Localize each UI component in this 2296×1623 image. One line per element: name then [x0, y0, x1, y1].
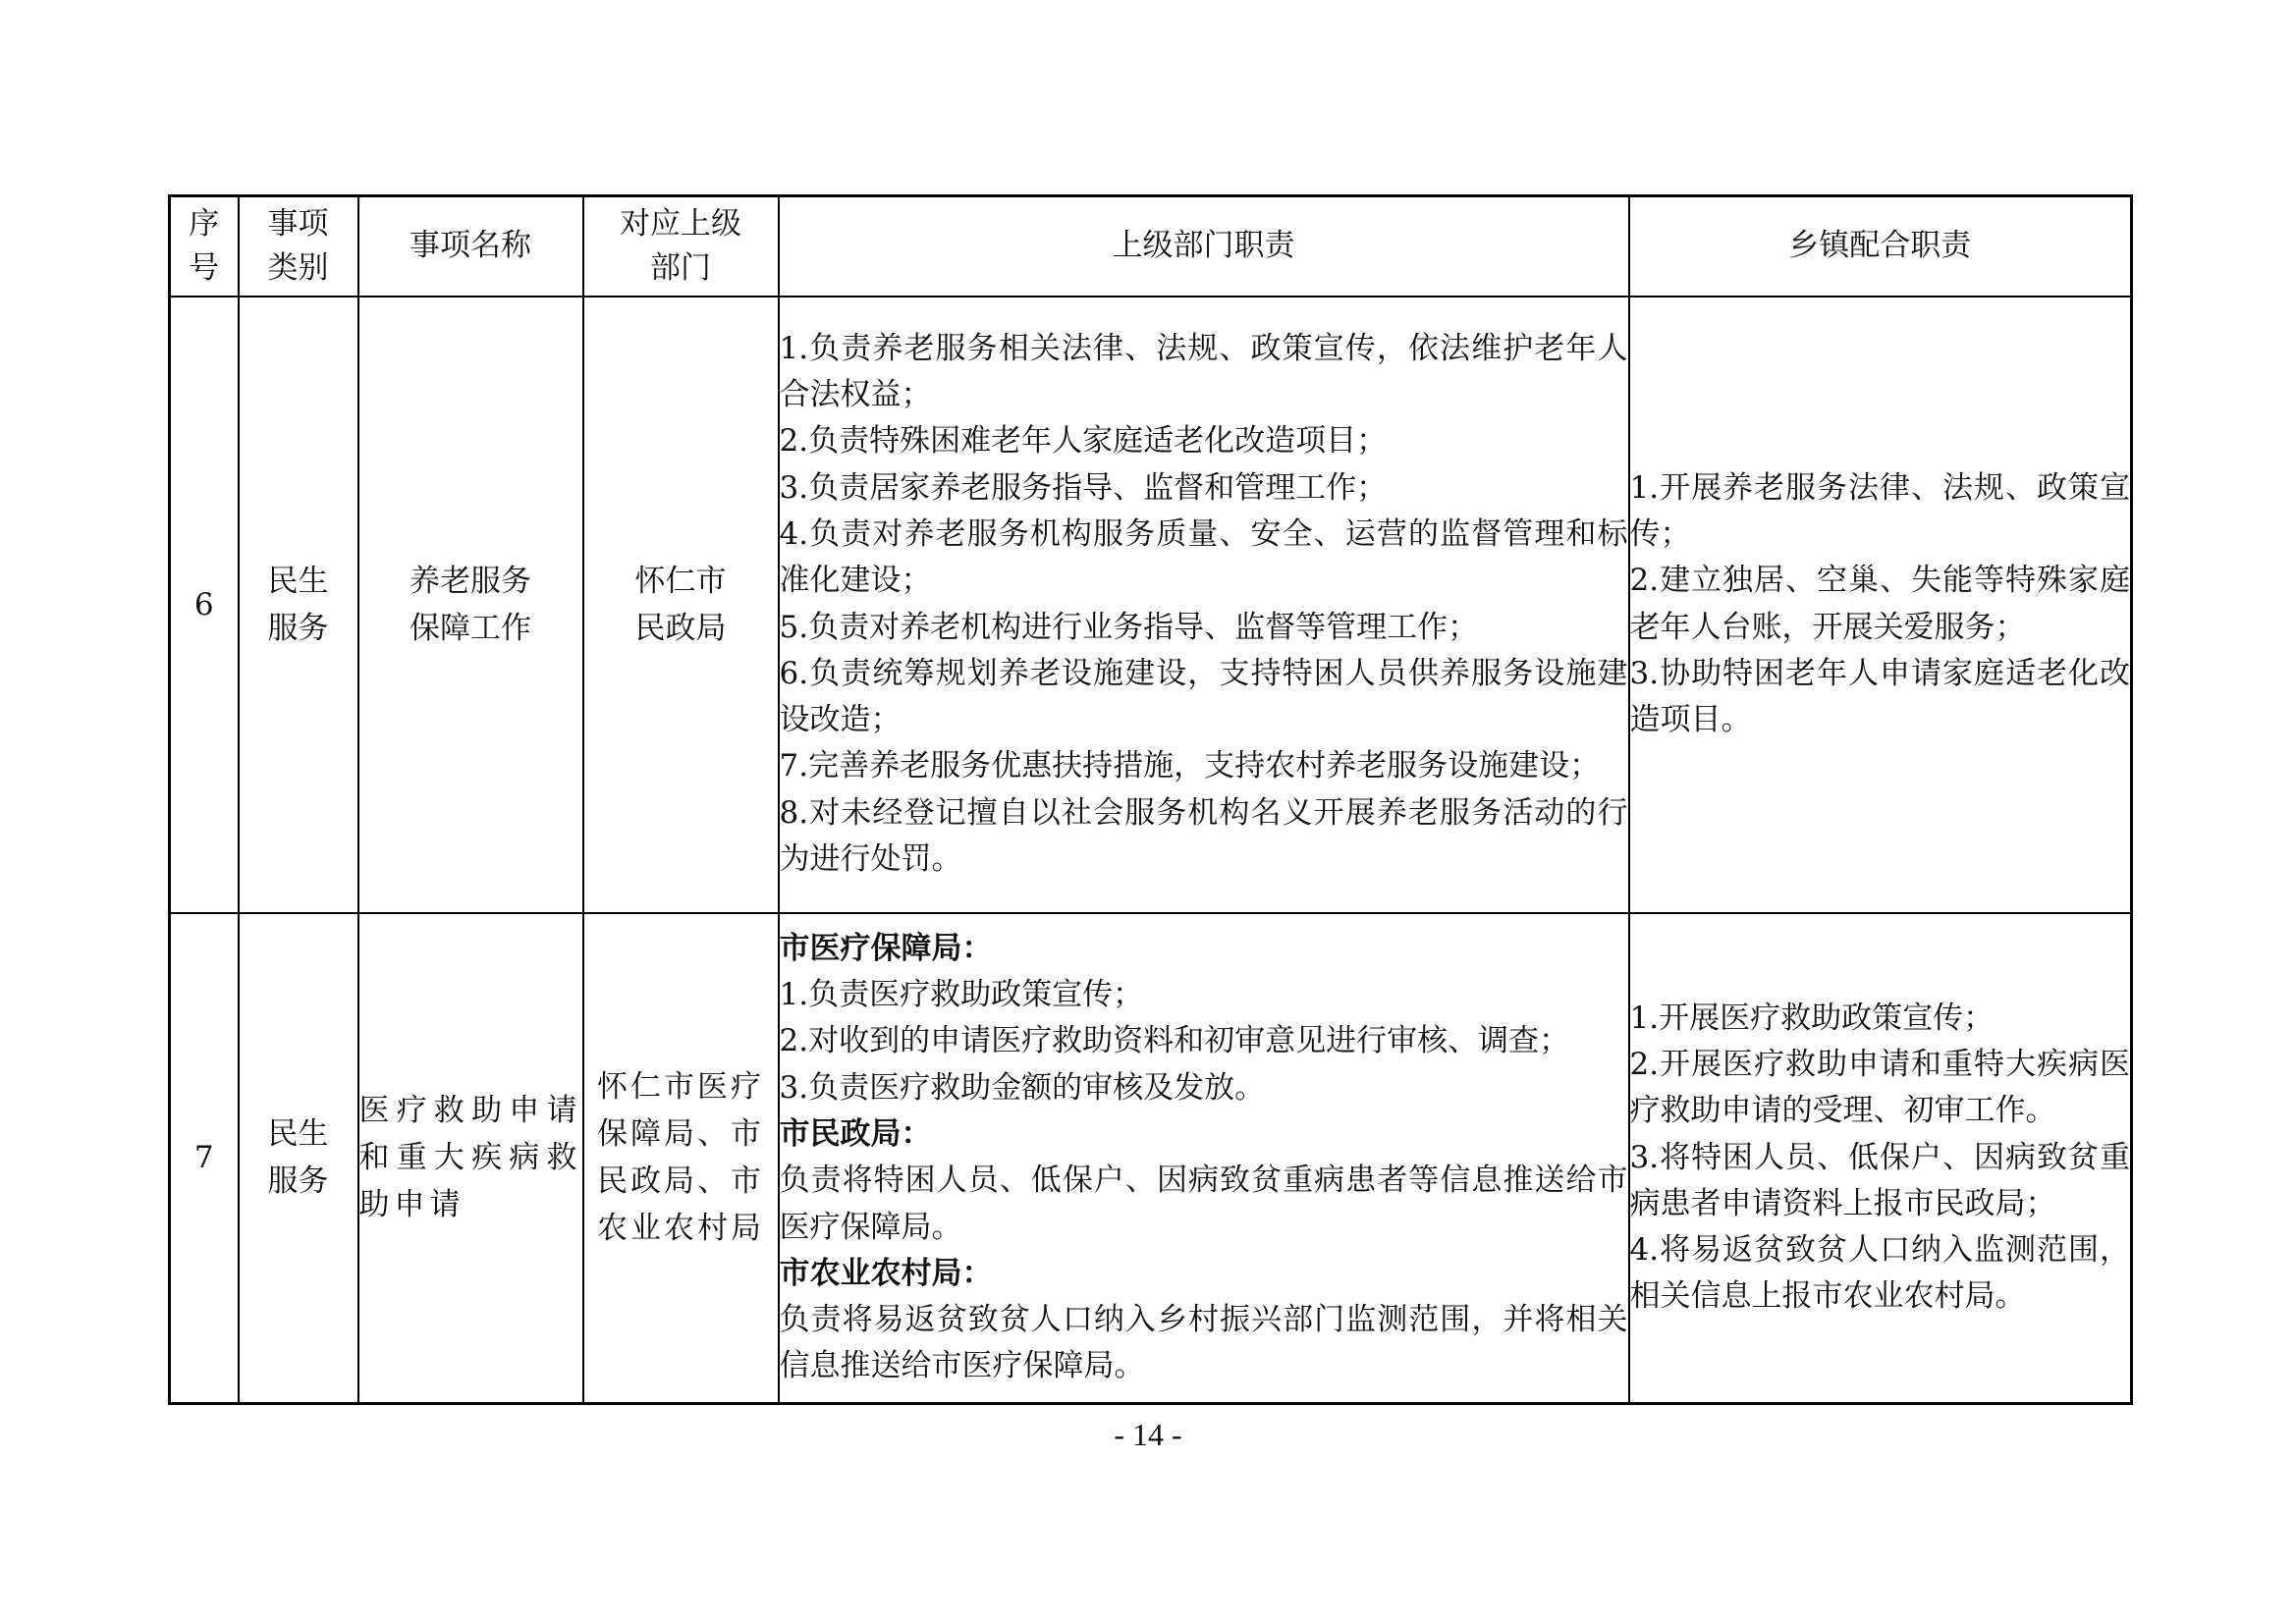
duty-item: 3.负责医疗救助金额的审核及发放。: [779, 1069, 1266, 1106]
upper-dept-cell: 怀仁市医疗保障局、市民政局、市农业农村局: [583, 913, 779, 1404]
duty-item: 2.开展医疗救助申请和重特大疾病医疗救助申请的受理、初审工作。: [1629, 1047, 2130, 1129]
header-upper-duties: 上级部门职责: [779, 196, 1629, 297]
duty-item: 8.对未经登记擅自以社会服务机构名义开展养老服务活动的行为进行处罚。: [779, 794, 1628, 877]
dept-heading: 市农业农村局：: [779, 1255, 993, 1291]
duty-item: 2.建立独居、空巢、失能等特殊家庭老年人台账，开展关爱服务；: [1629, 563, 2130, 645]
dept-heading: 市民政局：: [779, 1115, 932, 1152]
duty-item: 1.开展医疗救助政策宣传；: [1629, 1000, 1995, 1036]
table-header-row: [170, 196, 2132, 297]
duty-item: 4.负责对养老服务机构服务质量、安全、运营的监督管理和标准化建设；: [779, 515, 1628, 599]
duty-item: 3.协助特困老年人申请家庭适老化改造项目。: [1629, 655, 2130, 738]
upper-duties-cell: [779, 297, 1629, 913]
header-upper-dept: 对应上级 部门: [583, 196, 779, 297]
duty-item: 1.负责养老服务相关法律、法规、政策宣传，依法维护老年人合法权益；: [779, 330, 1628, 413]
header-item-name: 事项名称: [358, 196, 583, 297]
header-seq: 序 号: [170, 196, 239, 297]
town-duties-cell: [1629, 297, 2132, 913]
duty-item: 1.负责医疗救助政策宣传；: [779, 977, 1144, 1013]
category-cell: 民生 服务: [239, 913, 358, 1404]
table-row: [170, 297, 2132, 913]
town-duties-cell: [1629, 913, 2132, 1404]
duty-item: 6.负责统筹规划养老设施建设，支持特困人员供养服务设施建设改造；: [779, 655, 1628, 738]
duty-item: 负责将特困人员、低保户、因病致贫重病患者等信息推送给市医疗保障局。: [779, 1163, 1628, 1245]
duty-item: 4.将易返贫致贫人口纳入监测范围，相关信息上报市农业农村局。: [1629, 1232, 2130, 1315]
table-row: [170, 913, 2132, 1404]
duty-item: 1.开展养老服务法律、法规、政策宣传；: [1629, 469, 2130, 552]
seq-cell: 6: [170, 297, 239, 913]
duty-item: 3.将特困人员、低保户、因病致贫重病患者申请资料上报市民政局；: [1629, 1139, 2130, 1221]
duty-item: 2.对收到的申请医疗救助资料和初审意见进行审核、调查；: [779, 1023, 1570, 1059]
header-category: 事项 类别: [239, 196, 358, 297]
responsibility-table: [168, 194, 2133, 1405]
dept-heading: 市医疗保障局：: [779, 930, 993, 966]
seq-cell: 7: [170, 913, 239, 1404]
duty-item: 5.负责对养老机构进行业务指导、监督等管理工作；: [779, 609, 1479, 645]
category-cell: 民生 服务: [239, 297, 358, 913]
upper-dept-cell: 怀仁市 民政局: [583, 297, 779, 913]
item-name-cell: 医疗救助申请和重大疾病救助申请: [358, 913, 583, 1404]
header-town-duties: 乡镇配合职责: [1629, 196, 2132, 297]
duty-item: 负责将易返贫致贫人口纳入乡村振兴部门监测范围，并将相关信息推送给市医疗保障局。: [779, 1302, 1628, 1384]
upper-duties-cell: [779, 913, 1629, 1404]
item-name-cell: 养老服务 保障工作: [358, 297, 583, 913]
duty-item: 3.负责居家养老服务指导、监督和管理工作；: [779, 469, 1388, 506]
duty-item: 2.负责特殊困难老年人家庭适老化改造项目；: [779, 423, 1388, 460]
page-number: - 14 -: [1114, 1417, 1182, 1452]
duty-item: 7.完善养老服务优惠扶持措施，支持农村养老服务设施建设；: [779, 748, 1601, 784]
